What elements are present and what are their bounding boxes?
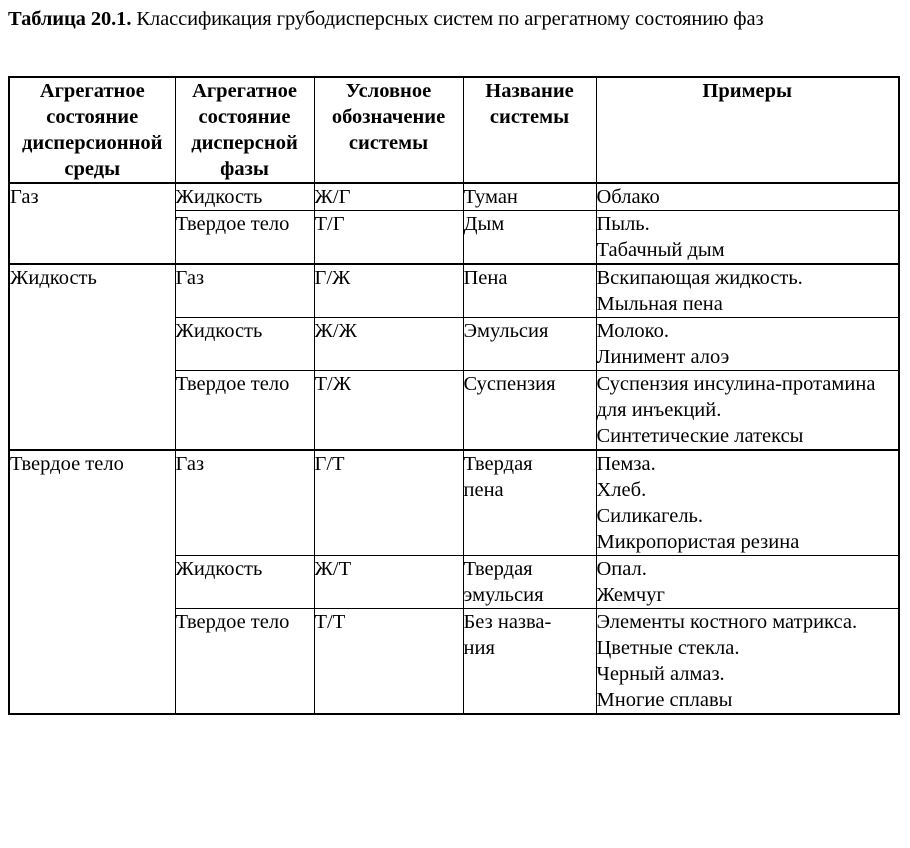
cell-examples — [596, 609, 899, 715]
example-item: Хлеб. — [596, 479, 647, 501]
column-header-examples — [596, 77, 899, 183]
example-item: Жемчуг — [596, 584, 665, 606]
cell-examples — [596, 183, 899, 211]
column-header-system-name — [463, 77, 596, 183]
cell-system-name — [463, 556, 596, 609]
table-caption-text: Классификация грубодисперсных систем по агрегатному состоянию фаз — [136, 8, 764, 30]
cell-system-name — [463, 183, 596, 211]
table-header — [9, 77, 899, 183]
cell-system-name — [463, 450, 596, 556]
cell-system-notation: Т/Ж — [314, 371, 463, 451]
cell-dispersed-phase: Твердое тело — [175, 609, 314, 715]
cell-dispersion-medium: Газ — [9, 183, 175, 264]
cell-system-name — [463, 609, 596, 715]
column-header-line: среды — [64, 158, 121, 180]
column-header-line: состояние — [46, 106, 139, 128]
example-item: Облако — [596, 186, 660, 208]
example-item: Черный алмаз. — [596, 663, 725, 685]
column-header-line: Агрегатное — [192, 80, 297, 102]
system-name-line: эмульсия — [463, 584, 544, 606]
system-name-line: Пена — [463, 267, 508, 289]
column-header-line: дисперсионной — [22, 132, 163, 154]
table-caption-label: Таблица 20.1. — [8, 8, 132, 30]
column-header-line: Примеры — [702, 80, 793, 102]
example-item: Силикагель. — [596, 505, 704, 527]
cell-examples — [596, 211, 899, 265]
column-header-dispersed-phase — [175, 77, 314, 183]
column-header-line: Агрегатное — [39, 80, 145, 102]
cell-system-notation: Т/Г — [314, 211, 463, 265]
column-header-line: Условное — [345, 80, 432, 102]
cell-examples — [596, 450, 899, 556]
example-item: Пыль. — [596, 213, 650, 235]
example-item: Опал. — [596, 558, 647, 580]
column-header-line: системы — [348, 132, 429, 154]
cell-system-notation: Ж/Т — [314, 556, 463, 609]
column-header-line: обозначение — [331, 106, 446, 128]
table-row — [9, 450, 899, 556]
example-item: Пемза. — [596, 453, 656, 475]
cell-dispersed-phase: Газ — [175, 264, 314, 318]
cell-system-name — [463, 264, 596, 318]
cell-dispersed-phase: Жидкость — [175, 183, 314, 211]
system-name-line: пена — [463, 479, 504, 501]
example-item: Синтетические латексы — [596, 425, 804, 447]
example-item: Мыльная пена — [596, 293, 723, 315]
cell-system-notation: Т/Т — [314, 609, 463, 715]
classification-table — [8, 76, 900, 715]
system-name-line: Суспензия — [463, 373, 556, 395]
example-item: Молоко. — [596, 320, 669, 342]
example-item: Цветные стекла. — [596, 637, 740, 659]
system-name-line: Эмульсия — [463, 320, 549, 342]
table-caption — [8, 4, 898, 34]
system-name-line: Твердая — [463, 453, 533, 475]
column-header-system-notation — [314, 77, 463, 183]
column-header-line: Название — [485, 80, 574, 102]
table-row — [9, 183, 899, 211]
example-item: Многие сплавы — [596, 689, 733, 711]
cell-system-notation: Ж/Г — [314, 183, 463, 211]
cell-system-notation: Г/Т — [314, 450, 463, 556]
example-item: Суспензия инсулина-протамина для инъекций. — [596, 373, 876, 421]
cell-system-notation: Ж/Ж — [314, 318, 463, 371]
cell-dispersion-medium: Жидкость — [9, 264, 175, 450]
cell-dispersed-phase: Твердое тело — [175, 211, 314, 265]
cell-dispersion-medium: Твердое тело — [9, 450, 175, 714]
example-item: Линимент алоэ — [596, 346, 730, 368]
example-item: Вскипающая жидкость. — [596, 267, 803, 289]
cell-examples — [596, 371, 899, 451]
cell-system-name — [463, 211, 596, 265]
cell-system-notation: Г/Ж — [314, 264, 463, 318]
cell-system-name — [463, 318, 596, 371]
example-item: Табачный дым — [596, 239, 725, 261]
cell-examples — [596, 556, 899, 609]
example-item: Элементы костного матрикса. — [596, 611, 858, 633]
classification-table-wrapper — [8, 76, 898, 715]
cell-dispersed-phase: Жидкость — [175, 556, 314, 609]
cell-examples — [596, 318, 899, 371]
cell-system-name — [463, 371, 596, 451]
system-name-line: Дым — [463, 213, 505, 235]
table-body — [9, 183, 899, 714]
table-row — [9, 264, 899, 318]
cell-examples — [596, 264, 899, 318]
column-header-dispersion-medium — [9, 77, 175, 183]
example-item: Микропористая резина — [596, 531, 800, 553]
cell-dispersed-phase: Газ — [175, 450, 314, 556]
table-header-row — [9, 77, 899, 183]
system-name-line: Туман — [463, 186, 518, 208]
column-header-line: системы — [489, 106, 570, 128]
cell-dispersed-phase: Твердое тело — [175, 371, 314, 451]
column-header-line: состояние — [198, 106, 291, 128]
system-name-line: ния — [463, 637, 495, 659]
system-name-line: Твердая — [463, 558, 533, 580]
cell-dispersed-phase: Жидкость — [175, 318, 314, 371]
system-name-line: Без назва- — [463, 611, 552, 633]
column-header-line: фазы — [220, 158, 269, 180]
column-header-line: дисперсной — [191, 132, 298, 154]
